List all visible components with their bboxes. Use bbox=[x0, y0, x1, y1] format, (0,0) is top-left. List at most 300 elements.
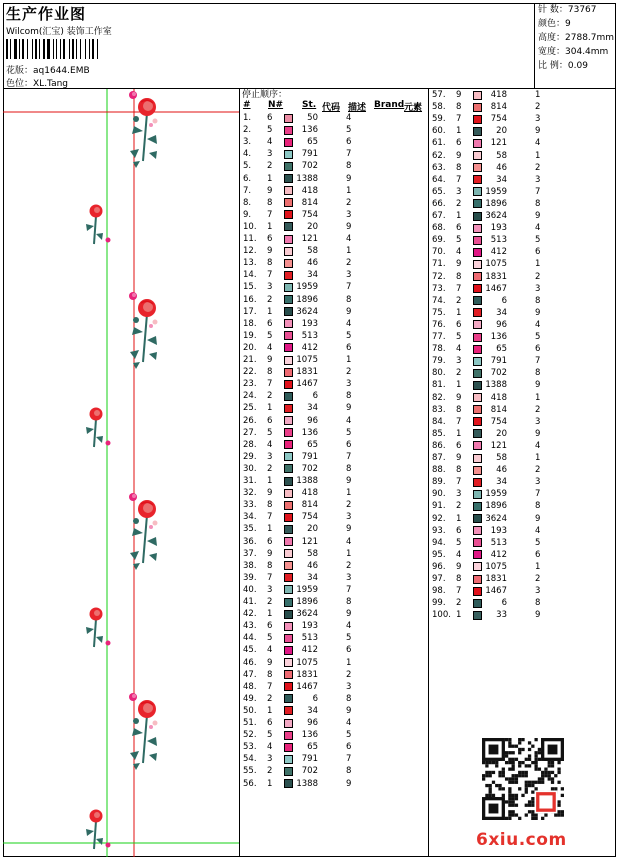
row-needle: 7 bbox=[456, 283, 462, 294]
color-swatch bbox=[284, 331, 293, 340]
color-swatch bbox=[473, 115, 482, 124]
table-row bbox=[240, 439, 429, 451]
barcode-bar bbox=[89, 39, 90, 59]
table-row bbox=[429, 101, 618, 113]
row-stitches: 33 bbox=[496, 610, 507, 621]
row-element: 3 bbox=[346, 512, 352, 523]
color-swatch bbox=[284, 356, 293, 365]
row-needle: 7 bbox=[456, 114, 462, 125]
row-element: 2 bbox=[346, 669, 352, 680]
table-row bbox=[429, 283, 618, 295]
studio-name: Wilcom(汇宝) 装饰工作室 bbox=[6, 27, 112, 37]
row-index: 31. bbox=[243, 476, 257, 486]
row-stitches: 96 bbox=[496, 319, 507, 330]
row-element: 9 bbox=[535, 428, 541, 439]
row-element: 8 bbox=[346, 294, 352, 305]
colorway-label: 色位： bbox=[6, 79, 34, 89]
row-index: 42. bbox=[243, 609, 257, 620]
color-swatch bbox=[473, 466, 482, 475]
color-swatch bbox=[284, 235, 293, 244]
row-element: 5 bbox=[346, 633, 352, 644]
row-stitches: 1467 bbox=[296, 681, 318, 692]
row-index: 11. bbox=[243, 234, 257, 244]
table-row bbox=[240, 753, 429, 765]
row-element: 5 bbox=[535, 332, 541, 342]
row-stitches: 65 bbox=[307, 439, 318, 450]
table-row bbox=[429, 452, 618, 464]
row-element: 3 bbox=[535, 586, 541, 597]
table-row bbox=[429, 355, 618, 367]
table-row bbox=[240, 354, 429, 366]
color-swatch bbox=[473, 199, 482, 208]
row-element: 6 bbox=[535, 247, 541, 258]
row-stitches: 791 bbox=[301, 451, 318, 462]
color-swatch bbox=[473, 260, 482, 269]
row-element: 7 bbox=[535, 356, 541, 367]
row-needle: 2 bbox=[456, 295, 462, 306]
row-stitches: 754 bbox=[301, 512, 318, 523]
row-needle: 9 bbox=[456, 259, 462, 270]
color-swatch bbox=[284, 779, 293, 788]
table-row bbox=[429, 428, 618, 440]
table-row bbox=[429, 246, 618, 258]
color-swatch bbox=[473, 429, 482, 438]
table-row bbox=[240, 366, 429, 378]
row-stitches: 1388 bbox=[296, 778, 318, 789]
row-element: 3 bbox=[346, 379, 352, 390]
color-swatch bbox=[284, 719, 293, 728]
row-needle: 6 bbox=[456, 440, 462, 451]
row-needle: 7 bbox=[456, 174, 462, 185]
row-needle: 8 bbox=[456, 271, 462, 282]
row-needle: 8 bbox=[267, 560, 273, 571]
row-needle: 6 bbox=[456, 319, 462, 330]
row-stitches: 513 bbox=[301, 633, 318, 644]
table-row bbox=[240, 487, 429, 499]
row-element: 2 bbox=[346, 258, 352, 269]
table-row bbox=[240, 729, 429, 741]
row-stitches: 58 bbox=[307, 548, 318, 559]
row-index: 53. bbox=[243, 742, 257, 753]
row-needle: 6 bbox=[267, 318, 273, 329]
row-stitches: 412 bbox=[490, 549, 507, 560]
row-index: 2. bbox=[243, 125, 252, 136]
row-index: 8. bbox=[243, 197, 252, 208]
col-header-code: 代码 bbox=[322, 103, 341, 113]
row-stitches: 193 bbox=[301, 318, 318, 329]
watermark: 6xiu.com bbox=[476, 830, 567, 850]
barcode-bar bbox=[69, 39, 70, 59]
barcode-bar bbox=[97, 39, 98, 59]
row-element: 4 bbox=[346, 113, 352, 123]
row-needle: 7 bbox=[267, 379, 273, 390]
color-swatch bbox=[284, 307, 293, 316]
row-stitches: 34 bbox=[496, 477, 507, 488]
table-row bbox=[240, 596, 429, 608]
row-stitches: 754 bbox=[301, 209, 318, 220]
col-header-element: 元素 bbox=[404, 103, 423, 113]
row-needle: 8 bbox=[456, 574, 462, 584]
color-swatch bbox=[284, 126, 293, 135]
row-stitches: 1388 bbox=[296, 476, 318, 486]
color-swatch bbox=[284, 150, 293, 159]
row-element: 4 bbox=[346, 318, 352, 329]
row-index: 57. bbox=[432, 90, 446, 100]
color-swatch bbox=[284, 380, 293, 389]
color-swatch bbox=[473, 538, 482, 547]
row-element: 8 bbox=[346, 597, 352, 607]
row-stitches: 1075 bbox=[485, 259, 507, 270]
row-stitches: 34 bbox=[307, 403, 318, 414]
row-needle: 8 bbox=[456, 102, 462, 113]
row-needle: 2 bbox=[267, 597, 273, 607]
row-element: 9 bbox=[346, 778, 352, 789]
table-row bbox=[429, 573, 618, 585]
row-element: 1 bbox=[535, 561, 541, 572]
row-needle: 1 bbox=[456, 610, 462, 621]
row-needle: 6 bbox=[267, 536, 273, 547]
row-element: 2 bbox=[535, 465, 541, 476]
color-swatch bbox=[473, 175, 482, 184]
row-element: 9 bbox=[535, 513, 541, 524]
row-element: 1 bbox=[535, 259, 541, 270]
row-stitches: 814 bbox=[301, 500, 318, 511]
row-stitches: 136 bbox=[301, 730, 318, 741]
row-element: 8 bbox=[535, 198, 541, 209]
barcode-bar bbox=[22, 39, 24, 59]
row-stitches: 1075 bbox=[296, 657, 318, 668]
row-stitches: 50 bbox=[307, 113, 318, 123]
color-swatch bbox=[284, 646, 293, 655]
design-preview bbox=[3, 89, 240, 857]
row-needle: 6 bbox=[267, 234, 273, 244]
table-row bbox=[429, 113, 618, 125]
color-swatch bbox=[284, 525, 293, 534]
row-needle: 6 bbox=[456, 223, 462, 234]
color-swatch bbox=[284, 694, 293, 703]
row-index: 54. bbox=[243, 754, 257, 765]
row-index: 24. bbox=[243, 391, 257, 402]
table-row bbox=[429, 379, 618, 391]
table-row bbox=[429, 343, 618, 355]
row-element: 3 bbox=[535, 114, 541, 125]
row-stitches: 3624 bbox=[296, 306, 318, 317]
row-index: 77. bbox=[432, 332, 446, 342]
row-needle: 3 bbox=[267, 149, 273, 160]
row-stitches: 1467 bbox=[485, 586, 507, 597]
row-needle: 3 bbox=[267, 754, 273, 765]
row-needle: 8 bbox=[456, 404, 462, 415]
row-element: 8 bbox=[535, 598, 541, 609]
row-stitches: 754 bbox=[490, 114, 507, 125]
color-swatch bbox=[284, 731, 293, 740]
row-index: 1. bbox=[243, 113, 252, 123]
table-row bbox=[240, 415, 429, 427]
table-row bbox=[240, 681, 429, 693]
color-swatch bbox=[473, 139, 482, 148]
row-index: 45. bbox=[243, 645, 257, 656]
row-index: 58. bbox=[432, 102, 446, 113]
row-stitches: 1959 bbox=[296, 584, 318, 595]
row-needle: 9 bbox=[456, 150, 462, 161]
row-stitches: 1467 bbox=[485, 283, 507, 294]
row-element: 1 bbox=[535, 90, 541, 100]
color-swatch bbox=[284, 138, 293, 147]
table-row bbox=[429, 597, 618, 609]
row-stitches: 1959 bbox=[296, 282, 318, 293]
row-element: 4 bbox=[346, 718, 352, 728]
table-row bbox=[240, 342, 429, 354]
barcode-bar bbox=[60, 39, 61, 59]
stop-sequence-title: 停止顺序： bbox=[242, 90, 288, 100]
table-row bbox=[429, 210, 618, 222]
row-stitches: 3624 bbox=[485, 513, 507, 524]
row-stitches: 65 bbox=[307, 742, 318, 753]
table-row bbox=[429, 392, 618, 404]
row-needle: 3 bbox=[456, 489, 462, 500]
row-index: 90. bbox=[432, 489, 446, 500]
color-swatch bbox=[284, 464, 293, 473]
row-index: 20. bbox=[243, 342, 257, 353]
color-swatch bbox=[284, 755, 293, 764]
row-stitches: 791 bbox=[301, 754, 318, 765]
row-index: 66. bbox=[432, 198, 446, 209]
row-needle: 1 bbox=[267, 306, 273, 317]
row-needle: 8 bbox=[267, 367, 273, 378]
row-needle: 3 bbox=[267, 451, 273, 462]
row-element: 1 bbox=[346, 355, 352, 365]
row-index: 19. bbox=[243, 330, 257, 341]
table-row bbox=[240, 548, 429, 560]
row-stitches: 34 bbox=[307, 572, 318, 583]
table-row bbox=[429, 89, 618, 101]
qr-code bbox=[482, 738, 564, 820]
row-index: 12. bbox=[243, 246, 257, 257]
color-swatch bbox=[284, 561, 293, 570]
row-index: 78. bbox=[432, 344, 446, 355]
row-element: 2 bbox=[535, 162, 541, 173]
row-needle: 5 bbox=[267, 730, 273, 741]
row-element: 6 bbox=[346, 645, 352, 656]
table-row bbox=[429, 549, 618, 561]
color-swatch bbox=[284, 585, 293, 594]
row-element: 4 bbox=[535, 223, 541, 234]
row-stitches: 1896 bbox=[485, 501, 507, 512]
row-index: 59. bbox=[432, 114, 446, 125]
table-row bbox=[240, 499, 429, 511]
row-element: 7 bbox=[346, 282, 352, 293]
table-row bbox=[240, 572, 429, 584]
table-row bbox=[240, 608, 429, 620]
color-swatch bbox=[473, 550, 482, 559]
row-stitches: 418 bbox=[301, 488, 318, 499]
color-swatch bbox=[284, 452, 293, 461]
row-stitches: 1831 bbox=[485, 574, 507, 584]
row-stitches: 34 bbox=[307, 270, 318, 281]
row-needle: 6 bbox=[267, 415, 273, 426]
row-stitches: 513 bbox=[301, 330, 318, 341]
color-swatch bbox=[284, 428, 293, 437]
rose-motif bbox=[129, 91, 158, 168]
row-element: 5 bbox=[346, 125, 352, 136]
row-needle: 4 bbox=[267, 645, 273, 656]
row-index: 70. bbox=[432, 247, 446, 258]
row-index: 30. bbox=[243, 463, 257, 474]
pattern-label: 花版： bbox=[6, 66, 34, 76]
row-index: 60. bbox=[432, 126, 446, 137]
barcode-bar bbox=[76, 39, 77, 59]
color-swatch bbox=[284, 706, 293, 715]
barcode-bar bbox=[56, 39, 57, 59]
table-row bbox=[240, 427, 429, 439]
row-element: 1 bbox=[535, 150, 541, 161]
row-stitches: 34 bbox=[307, 705, 318, 716]
page-title: 生产作业图 bbox=[6, 5, 87, 23]
row-stitches: 20 bbox=[307, 524, 318, 535]
row-index: 65. bbox=[432, 186, 446, 197]
table-row bbox=[429, 234, 618, 246]
row-needle: 8 bbox=[267, 258, 273, 269]
row-needle: 9 bbox=[267, 548, 273, 559]
row-stitches: 3624 bbox=[296, 609, 318, 620]
row-stitches: 58 bbox=[496, 150, 507, 161]
table-row bbox=[429, 174, 618, 186]
color-swatch bbox=[284, 658, 293, 667]
color-swatch bbox=[284, 573, 293, 582]
row-stitches: 136 bbox=[490, 332, 507, 342]
barcode-bar bbox=[27, 39, 28, 59]
table-row bbox=[240, 221, 429, 233]
color-swatch bbox=[473, 417, 482, 426]
row-element: 9 bbox=[346, 221, 352, 232]
row-needle: 8 bbox=[456, 162, 462, 173]
row-index: 41. bbox=[243, 597, 257, 607]
table-row bbox=[240, 523, 429, 535]
row-stitches: 418 bbox=[301, 185, 318, 196]
row-element: 3 bbox=[535, 416, 541, 427]
row-needle: 1 bbox=[456, 307, 462, 318]
table-row bbox=[429, 162, 618, 174]
color-swatch bbox=[284, 477, 293, 486]
row-stitches: 1831 bbox=[485, 271, 507, 282]
row-element: 7 bbox=[346, 584, 352, 595]
row-needle: 4 bbox=[456, 344, 462, 355]
row-stitches: 121 bbox=[301, 536, 318, 547]
stat-height: 高度：2788.7mm bbox=[538, 33, 615, 43]
row-element: 4 bbox=[535, 138, 541, 149]
color-swatch bbox=[284, 368, 293, 377]
row-stitches: 65 bbox=[307, 137, 318, 148]
row-element: 6 bbox=[346, 342, 352, 353]
row-stitches: 34 bbox=[496, 307, 507, 318]
row-element: 3 bbox=[535, 174, 541, 185]
row-needle: 9 bbox=[456, 561, 462, 572]
row-needle: 1 bbox=[456, 211, 462, 221]
row-index: 63. bbox=[432, 162, 446, 173]
row-stitches: 34 bbox=[496, 174, 507, 185]
row-element: 2 bbox=[346, 500, 352, 511]
row-stitches: 1896 bbox=[485, 198, 507, 209]
table-row bbox=[240, 693, 429, 705]
row-needle: 4 bbox=[267, 742, 273, 753]
row-element: 2 bbox=[346, 197, 352, 208]
row-index: 94. bbox=[432, 537, 446, 548]
color-swatch bbox=[473, 127, 482, 136]
color-swatch bbox=[284, 295, 293, 304]
table-row bbox=[240, 463, 429, 475]
color-swatch bbox=[284, 743, 293, 752]
row-index: 87. bbox=[432, 453, 446, 463]
row-needle: 4 bbox=[456, 247, 462, 258]
row-stitches: 702 bbox=[490, 368, 507, 379]
row-index: 43. bbox=[243, 621, 257, 632]
col-header-brand: Brand bbox=[374, 100, 405, 110]
row-stitches: 814 bbox=[490, 404, 507, 415]
row-needle: 6 bbox=[267, 718, 273, 728]
row-index: 96. bbox=[432, 561, 446, 572]
row-element: 3 bbox=[535, 283, 541, 294]
row-needle: 6 bbox=[267, 113, 273, 123]
row-stitches: 412 bbox=[301, 645, 318, 656]
row-index: 13. bbox=[243, 258, 257, 269]
row-index: 35. bbox=[243, 524, 257, 535]
row-element: 9 bbox=[346, 476, 352, 486]
row-element: 8 bbox=[535, 368, 541, 379]
row-stitches: 791 bbox=[490, 356, 507, 367]
row-index: 48. bbox=[243, 681, 257, 692]
row-stitches: 702 bbox=[301, 766, 318, 777]
table-row bbox=[240, 209, 429, 221]
row-element: 4 bbox=[346, 536, 352, 547]
row-index: 16. bbox=[243, 294, 257, 305]
table-row bbox=[240, 451, 429, 463]
row-index: 79. bbox=[432, 356, 446, 367]
row-needle: 7 bbox=[267, 209, 273, 220]
row-index: 15. bbox=[243, 282, 257, 293]
color-swatch bbox=[473, 369, 482, 378]
table-row bbox=[429, 525, 618, 537]
barcode-bar bbox=[53, 39, 54, 59]
color-swatch bbox=[284, 537, 293, 546]
row-needle: 5 bbox=[267, 427, 273, 438]
row-element: 7 bbox=[346, 451, 352, 462]
row-index: 61. bbox=[432, 138, 446, 149]
color-swatch bbox=[284, 186, 293, 195]
color-swatch bbox=[284, 174, 293, 183]
row-index: 49. bbox=[243, 693, 257, 704]
row-index: 50. bbox=[243, 705, 257, 716]
row-needle: 9 bbox=[267, 185, 273, 196]
row-element: 6 bbox=[346, 742, 352, 753]
color-swatch bbox=[473, 224, 482, 233]
color-swatch bbox=[473, 308, 482, 317]
row-index: 85. bbox=[432, 428, 446, 439]
row-needle: 2 bbox=[267, 463, 273, 474]
row-stitches: 58 bbox=[307, 246, 318, 257]
table-row bbox=[240, 778, 429, 790]
color-swatch bbox=[284, 319, 293, 328]
barcode-bar bbox=[92, 39, 94, 59]
table-row bbox=[429, 295, 618, 307]
color-swatch bbox=[284, 513, 293, 522]
row-element: 7 bbox=[535, 186, 541, 197]
row-needle: 1 bbox=[267, 403, 273, 414]
table-row bbox=[429, 258, 618, 270]
row-index: 47. bbox=[243, 669, 257, 680]
row-element: 7 bbox=[535, 489, 541, 500]
color-swatch bbox=[284, 404, 293, 413]
row-index: 14. bbox=[243, 270, 257, 281]
